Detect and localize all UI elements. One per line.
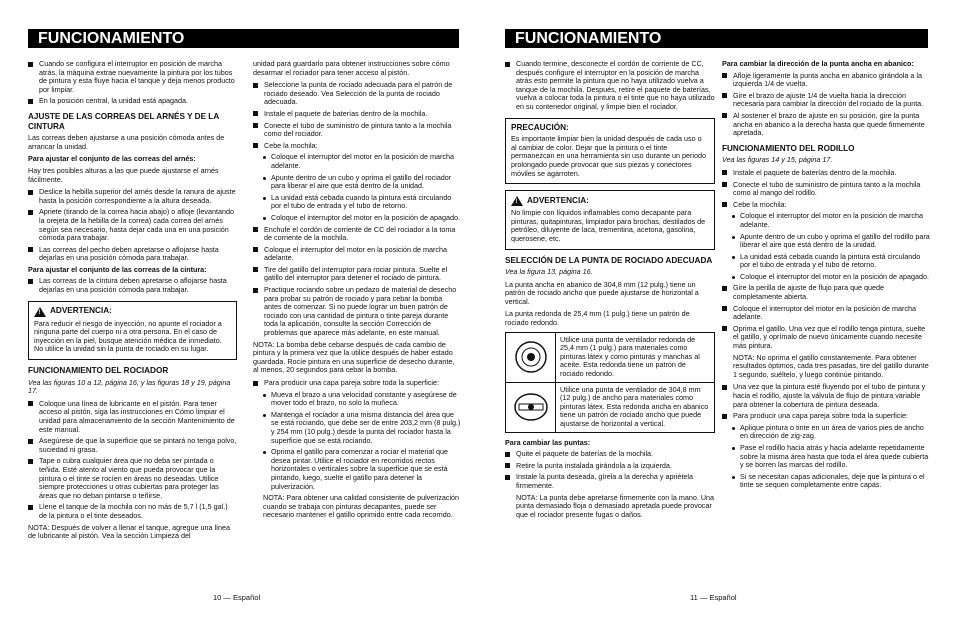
sub-bullet: Apunte dentro de un cubo y oprima el gatillo del rodillo para liberar el aire que está dentro de la unidad. — [732, 233, 930, 250]
fan-tip-icon — [506, 383, 556, 432]
bullet: Cebe la mochila: — [722, 201, 930, 210]
paragraph: Las correas deben ajustarse a una posición cómoda antes de arrancar la unidad. — [28, 133, 225, 151]
bullet: Las correas de la cintura deben apretarse o aflojarse hasta dejarlas en una posición cómoda para trabajar. — [28, 277, 237, 294]
bullet: Tire del gatillo del interruptor para rociar pintura. Suelte el gatillo del interruptor para detener el rociado de pintura. — [253, 266, 461, 283]
bullet: Practique rociando sobre un pedazo de material de desecho para probar su patrón de rociado y para cebar la bomba antes de comenzar. Si no puede lograr un buen patrón de rociado con una cantidad de pintura o tinte pareja durante toda la aplicación, consulte la sección Corrección de problemas que aparece más adelante, en este manual. — [253, 286, 461, 338]
warning-text: Para reducir el riesgo de inyección, no apunte el rociador a ninguna parte del cuerpo ni a otra persona. En el caso de inyección en la piel, busque atención médica de inmediato. No utilice la unidad sin la punta de rociado en su lugar. — [34, 318, 222, 354]
caution-box — [505, 118, 715, 185]
bullet: Coloque el interruptor del motor en la posición de marcha adelante. — [253, 246, 461, 263]
warning-icon: ! — [511, 196, 523, 206]
subheading: Para ajustar el conjunto de las correas del arnés: — [28, 154, 196, 164]
bullet: Cuando se configura el interruptor en posición de marcha atrás, la máquina extrae nuevamente la pintura por los tubos de pintura y esta fluye hacia el tanque y deja menos producto por limpiar. — [28, 60, 237, 94]
note: NOTA: La bomba debe cebarse después de cada cambio de pintura y la primera vez que la utilice después de haber estado guardada. Rocíe pintura en una superficie de desecho durante, al menos, 20 segundos para cebar la bomba. — [253, 339, 455, 375]
right-page — [477, 0, 954, 618]
bullet: Para producir una capa pareja sobre toda la superficie: — [253, 379, 461, 388]
sub-bullet: Mueva el brazo a una velocidad constante y asegúrese de mover todo el brazo, no solo la muñeca. — [263, 391, 461, 408]
subheading: Para cambiar la dirección de la punta ancha en abanico: — [722, 59, 914, 68]
bullet: Enchufe el cordón de corriente de CC del rociador a la toma de corriente de la mochila. — [253, 226, 461, 243]
sub-bullet: La unidad está cebada cuando la pintura está circulando por el tubo de entrada y el tubo de retorno. — [732, 253, 930, 270]
bullet: Quite el paquete de baterías de la mochila. — [505, 450, 715, 459]
sub-bullet: Mantenga el rociador a una misma distancia del área que se está rociando, que debe ser de entre 203,2 mm (8 pulg.) y 254 mm (10 pulg.) desde la punta del rociador hasta la superficie que se está rociando. — [263, 411, 461, 445]
sub-bullet: Pase el rodillo hacia atrás y hacia adelante repetidamente sobre la misma área hasta que toda el área quede cubierta y se borren las marcas del rodillo. — [732, 444, 930, 470]
sub-bullet: La unidad está cebada cuando la pintura está circulando por el tubo de entrada y el tubo de retorno. — [263, 194, 461, 211]
bullet: Para producir una capa pareja sobre toda la superficie: — [722, 412, 930, 421]
left-column-1 — [28, 60, 237, 545]
warning-title: ADVERTENCIA: — [50, 306, 112, 316]
right-column-2 — [722, 60, 930, 493]
tip-box-round — [505, 332, 715, 383]
bullet: Cebe la mochila: — [253, 142, 461, 151]
sub-bullet: Coloque el interruptor del motor en la posición de apagado. — [732, 273, 930, 282]
warning-box — [505, 190, 715, 249]
bullet: Instale el paquete de baterías dentro de la mochila. — [253, 110, 461, 119]
note: NOTA: Para obtener una calidad consistente de pulverización cuando se trabaja con pinturas decapantes, puede ser necesario mantener el gatillo oprimido entre cada recorrido. — [263, 493, 460, 520]
bullet: Apriete (tirando de la correa hacia abajo) o afloje (levantando la orejeta de la hebilla de la correa) cada correa del arnés según sea necesario, hasta dejar cada una en una posición cómoda para trabajar. — [28, 208, 237, 242]
warning-title: ADVERTENCIA: — [527, 195, 589, 205]
page-header: FUNCIONAMIENTO — [28, 29, 459, 48]
section-title: AJUSTE DE LAS CORREAS DEL ARNÉS Y DE LA CINTURA — [28, 111, 219, 131]
section-title: SELECCIÓN DE LA PUNTA DE ROCIADO ADECUADA — [505, 255, 713, 265]
paragraph: unidad para guardarlo para obtener instrucciones sobre cómo desarmar el rociador para tener acceso al pistón. — [253, 59, 450, 77]
right-column-1 — [505, 60, 715, 523]
sub-bullet: Coloque el interruptor del motor en la posición de marcha adelante. — [263, 153, 461, 170]
bullet: En la posición central, la unidad está apagada. — [28, 97, 237, 106]
left-column-2 — [253, 60, 461, 524]
sub-bullet: Oprima el gatillo para comenzar a rociar el material que desea pintar. Utilice el rociador en recorridos rectos horizontales o verticales sobre la superficie que se está pintando, luego, suelte el gatillo para detener la pulverización. — [263, 448, 461, 491]
sub-bullet: Coloque el interruptor del motor en la posición de apagado. — [263, 214, 461, 223]
bullet: Afloje ligeramente la punta ancha en abanico girándola a la izquierda 1/4 de vuelta. — [722, 72, 930, 89]
bullet: Coloque una línea de lubricante en el pistón. Para tener acceso al pistón, siga las instrucciones en Cómo limpiar el unidad para almacenamiento de la sección Mantenimiento de este manual. — [28, 400, 237, 434]
paragraph: Hay tres posibles alturas a las que puede ajustarse el arnés fácilmente. — [28, 165, 219, 184]
figure-ref: Vea la figura 13, página 16. — [505, 267, 593, 277]
section-title: FUNCIONAMIENTO DEL RODILLO — [722, 143, 855, 153]
note: NOTA: Después de volver a llenar el tanque, agregue una línea de lubricante al pistón. Vea la sección Limpieza del — [28, 522, 231, 541]
paragraph: La punta redonda de 25,4 mm (1 pulg.) tiene un patrón de rociado redondo. — [505, 309, 690, 328]
sub-bullet: Si se necesitan capas adicionales, deje que la pintura o el tinte se sequen completamente entre capas. — [732, 473, 930, 490]
subheading: Para ajustar el conjunto de las correas de la cintura: — [28, 264, 207, 274]
bullet: Las correas del pecho deben apretarse o aflojarse hasta dejarlas en una posición cómoda para trabajar. — [28, 246, 237, 263]
sub-bullet: Coloque el interruptor del motor en la posición de marcha adelante. — [732, 212, 930, 229]
bullet: Gire la perilla de ajuste de flujo para que quede completamente abierta. — [722, 284, 930, 301]
bullet: Oprima el gatillo. Una vez que el rodillo tenga pintura, suelte el gatillo, y oprímalo de nuevo únicamente cuando necesite más pintura. — [722, 325, 930, 351]
bullet: Retire la punta instalada girándola a la izquierda. — [505, 462, 715, 471]
caution-text: Es importante limpiar bien la unidad después de cada uso o al cambiar de color. Dejar que la pintura o el tinte permanezcan en una herramienta sin uso durante un periodo prolongado puede provocar que sus piezas y conectores móviles se agarroten. — [511, 134, 706, 178]
bullet: Conecte el tubo de suministro de pintura tanto a la mochila como al mango del rodillo. — [722, 181, 930, 198]
bullet: Una vez que la pintura esté fluyendo por el tubo de pintura y hacia el rodillo, ajuste la válvula de flujo de pintura variable para obtener la cobertura de pintura deseada. — [722, 383, 930, 409]
warning-box — [28, 301, 237, 360]
note: NOTA: La punta debe apretarse firmemente con la mano. Una punta demasiado floja o demasiado apretada puede provocar que el rociador presente fugas o daños. — [516, 492, 715, 519]
sub-bullet: Apunte dentro de un cubo y oprima el gatillo del rociador para liberar el aire que está dentro de la unidad. — [263, 174, 461, 191]
note: NOTA: No oprima el gatillo constantemente. Para obtener resultados óptimos, cada tres pasadas, tire del gatillo durante 1 segundo, suéltelo, y luego continúe pintando. — [733, 352, 929, 379]
bullet: Gire el brazo de ajuste 1/4 de vuelta hacia la dirección necesaria para cambiar la dirección del rociado de la punta. — [722, 92, 930, 109]
tip-box-text: Utilice una punta de ventilador redonda de 25,4 mm (1 pulg.) para materiales como pinturas látex y como pinturas y manchas al aceite. Esta redonda tiene un patrón de rociado redondo. — [560, 334, 700, 379]
bullet: Instale el paquete de baterías dentro de la mochila. — [722, 169, 930, 178]
bullet: Llene el tanque de la mochila con no más de 5,7 l (1,5 gal.) de la pintura o el tinte deseados. — [28, 503, 237, 520]
bullet: Conecte el tubo de suministro de pintura tanto a la mochila como del rociador. — [253, 122, 461, 139]
bullet: Deslice la hebilla superior del arnés desde la ranura de ajuste hasta la posición correspondiente a la altura deseada. — [28, 188, 237, 205]
section-title: FUNCIONAMIENTO DEL ROCIADOR — [28, 366, 169, 376]
tip-box-fan — [505, 383, 715, 433]
bullet: Al sostener el brazo de ajuste en su posición, gire la punta ancha en abanico a la derecha hasta que quede firmemente apretada. — [722, 112, 930, 138]
page-header: FUNCIONAMIENTO — [505, 29, 928, 48]
bullet: Instale la punta deseada, gírela a la derecha y apriétela firmemente. — [505, 473, 715, 490]
caution-title: PRECAUCIÓN: — [511, 122, 569, 132]
page-number: 11 — Español — [690, 593, 737, 602]
bullet: Seleccione la punta de rociado adecuada para el patrón de rociado deseado. Vea Selección de la punta de rociado adecuada. — [253, 81, 461, 107]
subheading: Para cambiar las puntas: — [505, 437, 591, 447]
warning-text: No limpie con líquidos inflamables como decapante para pinturas, quitapinturas, limpiador para brochas, destilados de petróleo, diluyente de laca, trementina, acetona, gasolina, querosene, etc. — [511, 208, 706, 243]
figure-ref: Vea las figuras 14 y 15, página 17. — [722, 155, 833, 165]
sub-bullet: Aplique pintura o tinte en un área de varios pies de ancho en dirección de zig-zag. — [732, 424, 930, 441]
page-number: 10 — Español — [213, 593, 261, 602]
bullet: Asegúrese de que la superficie que se pintará no tenga polvo, suciedad ni grasa. — [28, 437, 237, 454]
bullet: Coloque el interruptor del motor en la posición de marcha adelante. — [722, 305, 930, 322]
bullet: Tape o cubra cualquier área que no deba ser pintada o teñida. Esté atento al viento que pueda provocar que la pintura o el tinte se rocíen en áreas no deseadas. Utilice siempre protecciones u otras cubiertas para proteger las áreas que no deban pintarse o teñirse. — [28, 457, 237, 500]
bullet: Cuando termine, desconecte el cordón de corriente de CC, después configure el interruptor en la posición de marcha atrás esto permite la pintura que no haya utilizado vuelva a tanque de la mochila. Después, retire el paquete de baterías, vuelva a colocar toda la pintura o el tinte que no haya utilizado en su contenedor original, y limpie bien el rociador. — [505, 60, 715, 112]
tip-box-text: Utilice una punta de ventilador de 304,8 mm (12 pulg.) de ancho para materiales como pinturas látex. Esta redonda ancha en abanico tiene un patrón de rociado ancho que puede ajustarse de horizontal a vertical. — [560, 384, 709, 428]
figure-ref: Vea las figuras 10 a 12, página 16, y las figuras 18 y 19, página 17. — [28, 377, 231, 396]
round-tip-icon — [506, 333, 556, 382]
paragraph: La punta ancha en abanico de 304,8 mm (12 pulg.) tiene un patrón de rociado ancho que puede ajustarse de horizontal a vertical. — [505, 279, 699, 306]
warning-icon: ! — [34, 307, 46, 317]
